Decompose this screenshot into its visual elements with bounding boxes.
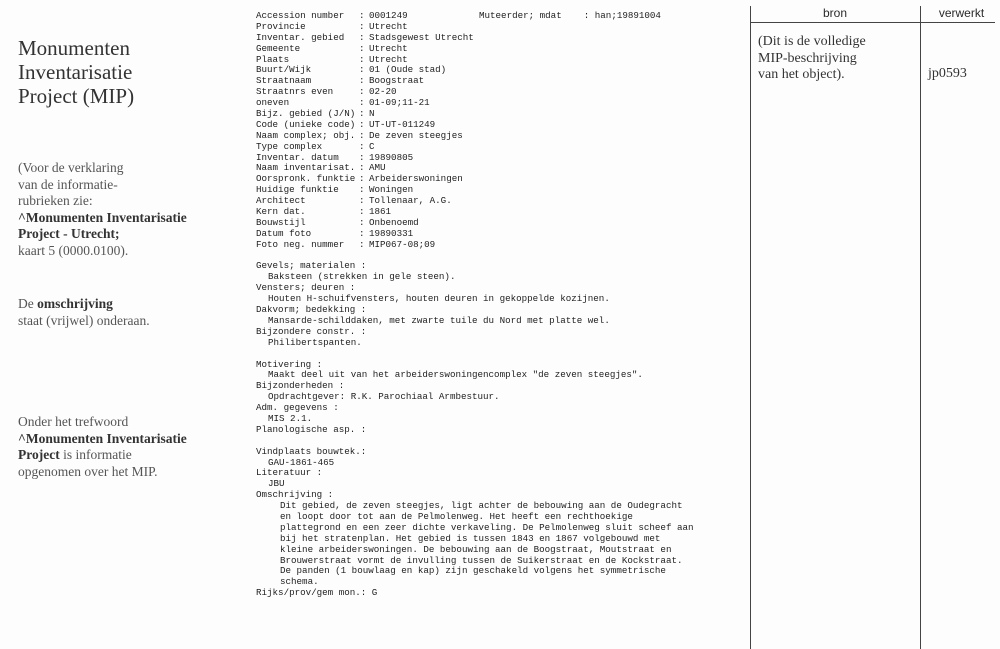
field-separator: : bbox=[359, 10, 365, 21]
note-keyword: Project bbox=[18, 447, 60, 462]
field-value: Philibertspanten. bbox=[268, 336, 362, 348]
table-divider bbox=[750, 6, 751, 649]
title-line: Project (MIP) bbox=[18, 84, 135, 108]
description-line: schema. bbox=[280, 576, 319, 588]
description-line: De panden (1 bouwlaag en kap) zijn geschakeld volgens het symmetrische bbox=[280, 565, 666, 577]
field-separator: : bbox=[359, 31, 365, 43]
record-field-row bbox=[256, 87, 746, 98]
description-text bbox=[256, 501, 746, 588]
field-value: 01-09;11-21 bbox=[369, 97, 430, 109]
field-value: 02-20 bbox=[369, 86, 397, 98]
field-label: Oorspronk. funktie bbox=[256, 173, 356, 185]
record-field-row bbox=[256, 44, 746, 55]
field-separator: : bbox=[359, 151, 365, 163]
field-label: Gemeente bbox=[256, 42, 301, 54]
table-divider bbox=[920, 6, 921, 649]
description-note bbox=[18, 296, 150, 329]
field-value: Woningen bbox=[369, 184, 414, 196]
note-line: (Voor de verklaring bbox=[18, 160, 124, 175]
field-value: 19890331 bbox=[369, 227, 414, 239]
field-label: Adm. gegevens : bbox=[256, 402, 339, 414]
left-column bbox=[18, 36, 228, 108]
field-value: JBU bbox=[268, 478, 285, 490]
field-value: Tollenaar, A.G. bbox=[369, 195, 452, 207]
field-separator: : bbox=[359, 216, 365, 228]
field-label: Gevels; materialen : bbox=[256, 260, 367, 272]
field-label: Vindplaats bouwtek.: bbox=[256, 445, 367, 457]
field-value: De zeven steegjes bbox=[369, 129, 463, 141]
record-field-row bbox=[256, 196, 746, 207]
field-value: Utrecht bbox=[369, 42, 408, 54]
note-line: staat (vrijwel) onderaan. bbox=[18, 312, 150, 328]
record-field-row bbox=[256, 218, 746, 229]
field-separator: : bbox=[359, 173, 365, 185]
keyword-note bbox=[18, 414, 187, 480]
field-separator: : bbox=[359, 108, 365, 120]
record-field-row bbox=[256, 207, 746, 218]
info-note bbox=[18, 160, 187, 259]
field-label: Omschrijving : bbox=[256, 489, 334, 501]
field-label: Literatuur : bbox=[256, 467, 323, 479]
bron-line: (Dit is de volledige bbox=[758, 34, 866, 49]
field-label: Planologische asp. : bbox=[256, 423, 367, 435]
record-field-row bbox=[256, 131, 746, 142]
title-line: Inventarisatie bbox=[18, 60, 133, 84]
field-separator: : bbox=[359, 97, 365, 109]
field-value: C bbox=[369, 140, 375, 152]
bron-line: van het object). bbox=[758, 67, 845, 82]
note-line: Onder het trefwoord bbox=[18, 414, 129, 429]
field-value: Utrecht bbox=[369, 53, 408, 65]
record-field-row bbox=[256, 55, 746, 66]
field-value: Boogstraat bbox=[369, 75, 425, 87]
field-label: Motivering : bbox=[256, 358, 323, 370]
field-value: MIP067-08;09 bbox=[369, 238, 436, 250]
bron-cell bbox=[758, 34, 918, 84]
field-separator: : bbox=[359, 238, 365, 250]
field-separator: : bbox=[359, 195, 365, 207]
field-label: Vensters; deuren : bbox=[256, 282, 356, 294]
field-separator: : bbox=[359, 53, 365, 65]
description-line: bij het stratenplan. Het gebied is tussen 1843 en 1867 volgebouwd met bbox=[280, 532, 661, 544]
field-value: Houten H-schuifvensters, houten deuren in gekoppelde kozijnen. bbox=[268, 293, 610, 305]
field-label: Code (unieke code) bbox=[256, 118, 356, 130]
field-value: MIS 2.1. bbox=[268, 412, 313, 424]
field-value: Mansarde-schilddaken, met zwarte tuile du Nord met platte wel. bbox=[268, 314, 610, 326]
field-label: Rijks/prov/gem mon.: G bbox=[256, 587, 378, 599]
column-header-verwerkt: verwerkt bbox=[938, 6, 985, 20]
bron-line: MIP-beschrijving bbox=[758, 50, 857, 66]
note-line: van de informatie- bbox=[18, 176, 118, 192]
field-label: Buurt/Wijk bbox=[256, 64, 312, 76]
field-label: Bijzondere constr. : bbox=[256, 325, 367, 337]
note-link-title: ^Monumenten Inventarisatie bbox=[18, 209, 187, 225]
field-separator: : bbox=[359, 227, 365, 239]
field-label: Bouwstijl bbox=[256, 216, 306, 228]
field-label: Provincie bbox=[256, 20, 306, 32]
note-line: is informatie bbox=[59, 447, 132, 462]
column-header-bron: bron bbox=[822, 6, 848, 20]
field-separator: : bbox=[359, 184, 365, 196]
record-field-row bbox=[256, 240, 746, 251]
field-value: Maakt deel uit van het arbeiderswoningencomplex "de zeven steegjes". bbox=[268, 369, 643, 381]
field-value: 1861 bbox=[369, 206, 392, 218]
field-label: Huidige funktie bbox=[256, 184, 339, 196]
note-prefix: De bbox=[18, 296, 34, 311]
field-label: Inventar. datum bbox=[256, 151, 339, 163]
note-keyword: omschrijving bbox=[37, 296, 113, 311]
field-value: 01 (Oude stad) bbox=[369, 64, 447, 76]
field-label: Naam inventarisat. bbox=[256, 162, 356, 174]
note-line: kaart 5 (0000.0100). bbox=[18, 242, 129, 258]
field-separator: : bbox=[359, 129, 365, 141]
table-header bbox=[750, 6, 995, 23]
field-value: Utrecht bbox=[369, 20, 408, 32]
field-value: Stadsgewest Utrecht bbox=[369, 31, 474, 43]
field-label: Accession number bbox=[256, 10, 345, 21]
description-line: kleine arbeiderswoningen. De bebouwing aan de Boogstraat, Moutstraat en bbox=[280, 543, 672, 555]
field-value: UT-UT-011249 bbox=[369, 118, 436, 130]
source-table bbox=[750, 0, 995, 649]
field-label: oneven bbox=[256, 97, 290, 109]
field-separator: : bbox=[359, 118, 365, 130]
field-label: Type complex bbox=[256, 140, 323, 152]
field-label: Bijz. gebied (J/N) bbox=[256, 108, 356, 120]
note-keyword: ^Monumenten Inventarisatie bbox=[18, 430, 187, 446]
field-value: AMU bbox=[369, 162, 386, 174]
record-field-row bbox=[256, 33, 746, 44]
field-separator: : bbox=[359, 86, 365, 98]
field-label: Inventar. gebied bbox=[256, 31, 345, 43]
record-fields bbox=[256, 11, 746, 251]
field-label: Foto neg. nummer bbox=[256, 238, 345, 250]
note-link-title: Project - Utrecht; bbox=[18, 226, 120, 241]
field-value: Onbenoemd bbox=[369, 216, 419, 228]
field-label: Datum foto bbox=[256, 227, 312, 239]
field-label: Bijzonderheden : bbox=[256, 380, 345, 392]
mutation-info: Muteerder; mdat : han;19891004 bbox=[479, 10, 661, 21]
field-separator: : bbox=[359, 20, 365, 32]
title-line: Monumenten bbox=[18, 36, 130, 60]
field-separator: : bbox=[359, 206, 365, 218]
description-line: en loopt door tot aan de Pelmolenweg. Het heeft een rechthoekige bbox=[280, 510, 633, 522]
field-label: Straatnaam bbox=[256, 75, 312, 87]
page-title bbox=[18, 36, 228, 108]
field-value: Baksteen (strekken in gele steen). bbox=[268, 271, 456, 283]
verwerkt-cell: jp0593 bbox=[928, 66, 967, 81]
note-line: opgenomen over het MIP. bbox=[18, 463, 158, 479]
field-value: 19890805 bbox=[369, 151, 414, 163]
field-label: Dakvorm; bedekking : bbox=[256, 304, 367, 316]
note-line: rubrieken zie: bbox=[18, 193, 93, 208]
description-line: plattegrond en een zeer dichte verkaveling. De Pelmolenweg sluit scheef aan bbox=[280, 521, 694, 533]
field-label: Kern dat. bbox=[256, 206, 306, 218]
field-value: GAU-1861-465 bbox=[268, 456, 335, 468]
description-line: Dit gebied, de zeven steegjes, ligt achter de bebouwing aan de Oudegracht bbox=[280, 500, 683, 512]
field-label: Architect bbox=[256, 195, 306, 207]
record-field-row bbox=[256, 185, 746, 196]
field-value: Opdrachtgever: R.K. Parochiaal Armbestuur. bbox=[268, 391, 500, 403]
field-value: N bbox=[369, 108, 375, 120]
field-separator: : bbox=[359, 140, 365, 152]
record-field-row bbox=[256, 142, 746, 153]
field-value: Arbeiderswoningen bbox=[369, 173, 463, 185]
field-label: Straatnrs even bbox=[256, 86, 334, 98]
record-field-row bbox=[256, 11, 746, 22]
field-separator: : bbox=[359, 162, 365, 174]
field-separator: : bbox=[359, 75, 365, 87]
record-field-row bbox=[256, 65, 746, 76]
field-separator: : bbox=[359, 64, 365, 76]
description-line: Brouwerstraat vormt de invulling tussen de Suikerstraat en de Kockstraat. bbox=[280, 554, 683, 566]
record-sheet bbox=[256, 11, 746, 599]
field-value: 0001249 bbox=[369, 10, 408, 21]
field-label: Plaats bbox=[256, 53, 290, 65]
field-separator: : bbox=[359, 42, 365, 54]
field-label: Naam complex; obj. bbox=[256, 129, 356, 141]
